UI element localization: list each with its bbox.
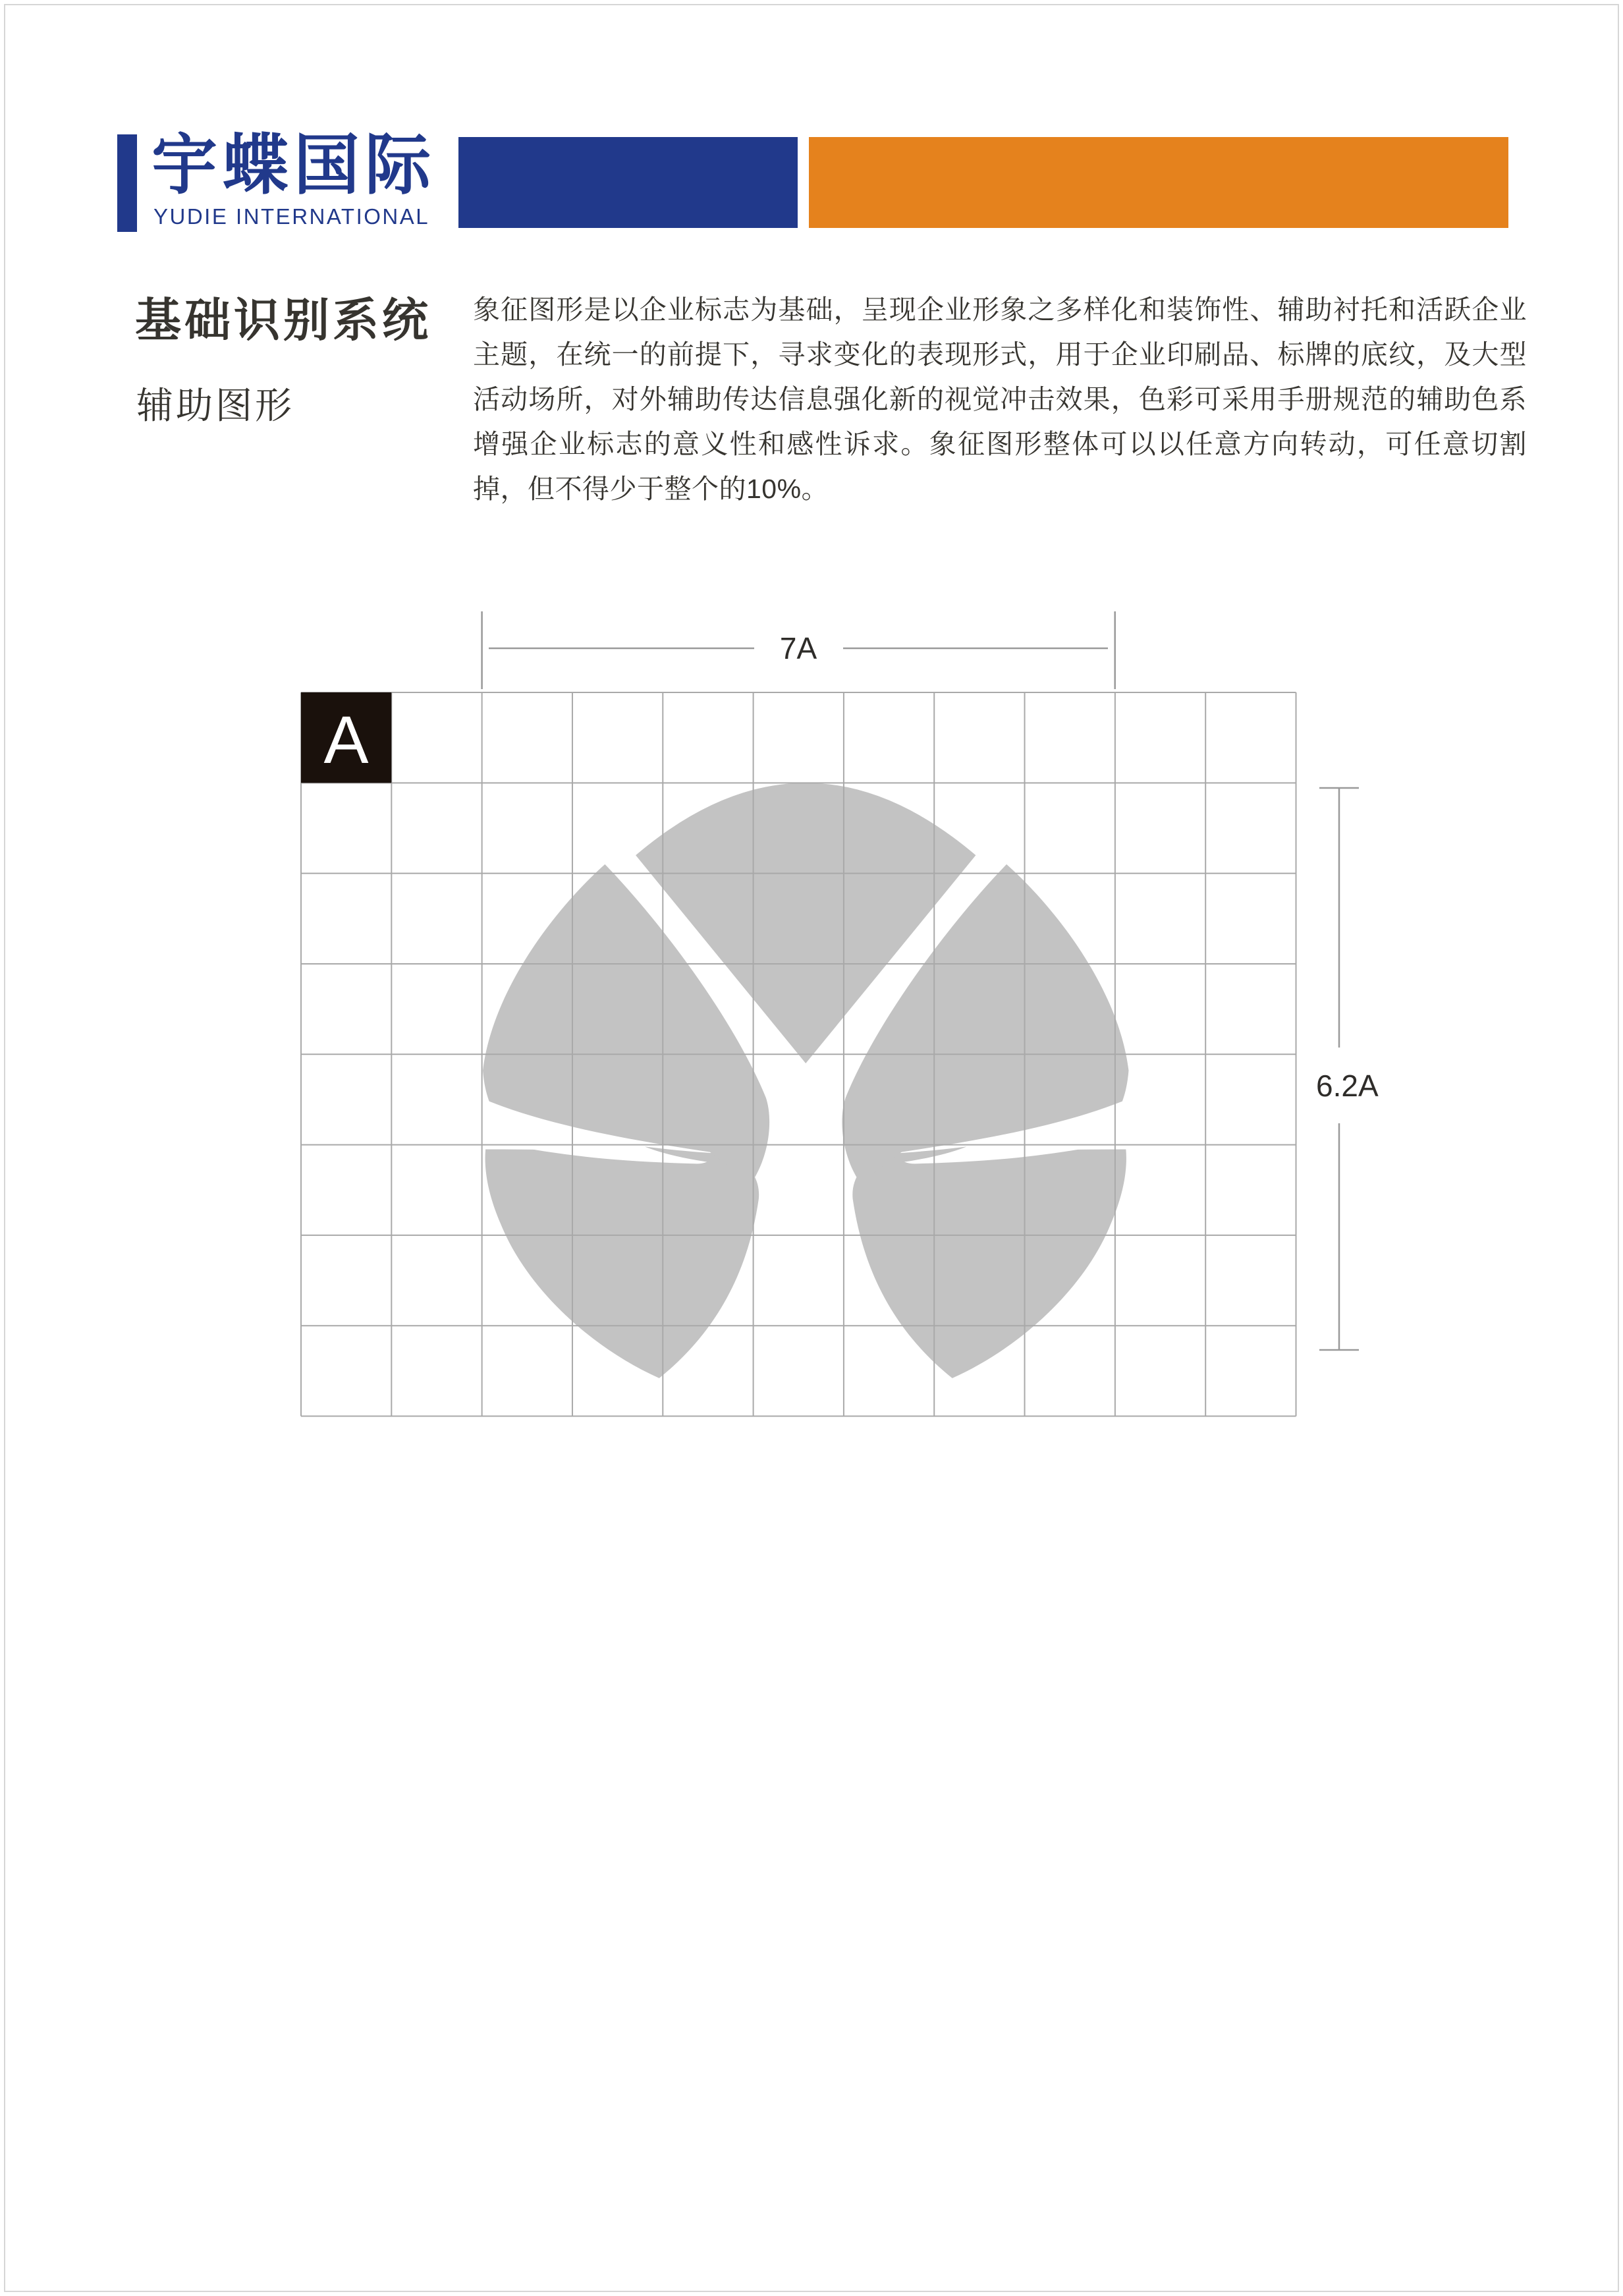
- dim-height-label: 6.2A: [1316, 1069, 1379, 1103]
- section-subtitle: 辅助图形: [136, 385, 294, 426]
- header-blue-bar: [458, 137, 798, 228]
- dimension-width: [482, 611, 1115, 689]
- section-title: 基础识别系统: [135, 294, 431, 346]
- symbol-grid-diagram: [231, 593, 1416, 1482]
- logo-english: YUDIE INTERNATIONAL: [153, 204, 430, 229]
- symbol-lower-left-leaf: [485, 1149, 759, 1378]
- header-orange-bar: [809, 137, 1508, 228]
- dim-width-label: 7A: [779, 631, 817, 665]
- diagram-svg: [231, 593, 1416, 1482]
- butterfly-symbol: [471, 783, 1140, 1378]
- a-unit-label: A: [323, 702, 369, 777]
- logo-chinese: 宇蝶国际: [151, 128, 436, 202]
- logo-tick-bar: [117, 134, 137, 232]
- section-paragraph: 象征图形是以企业标志为基础，呈现企业形象之多样化和装饰性、辅助衬托和活跃企业主题，在统一的前提下，寻求变化的表现形式，用于企业印刷品、标牌的底纹，及大型活动场所，对外辅助传达信息强化新的视觉冲击效果，色彩可采用手册规范的辅助色系增强企业标志的意义性和感性诉求。象征图形整体可以以任意方向转动，可任意切割掉，但不得少于整个的10%。: [473, 294, 1527, 504]
- dimension-height: [1316, 788, 1379, 1350]
